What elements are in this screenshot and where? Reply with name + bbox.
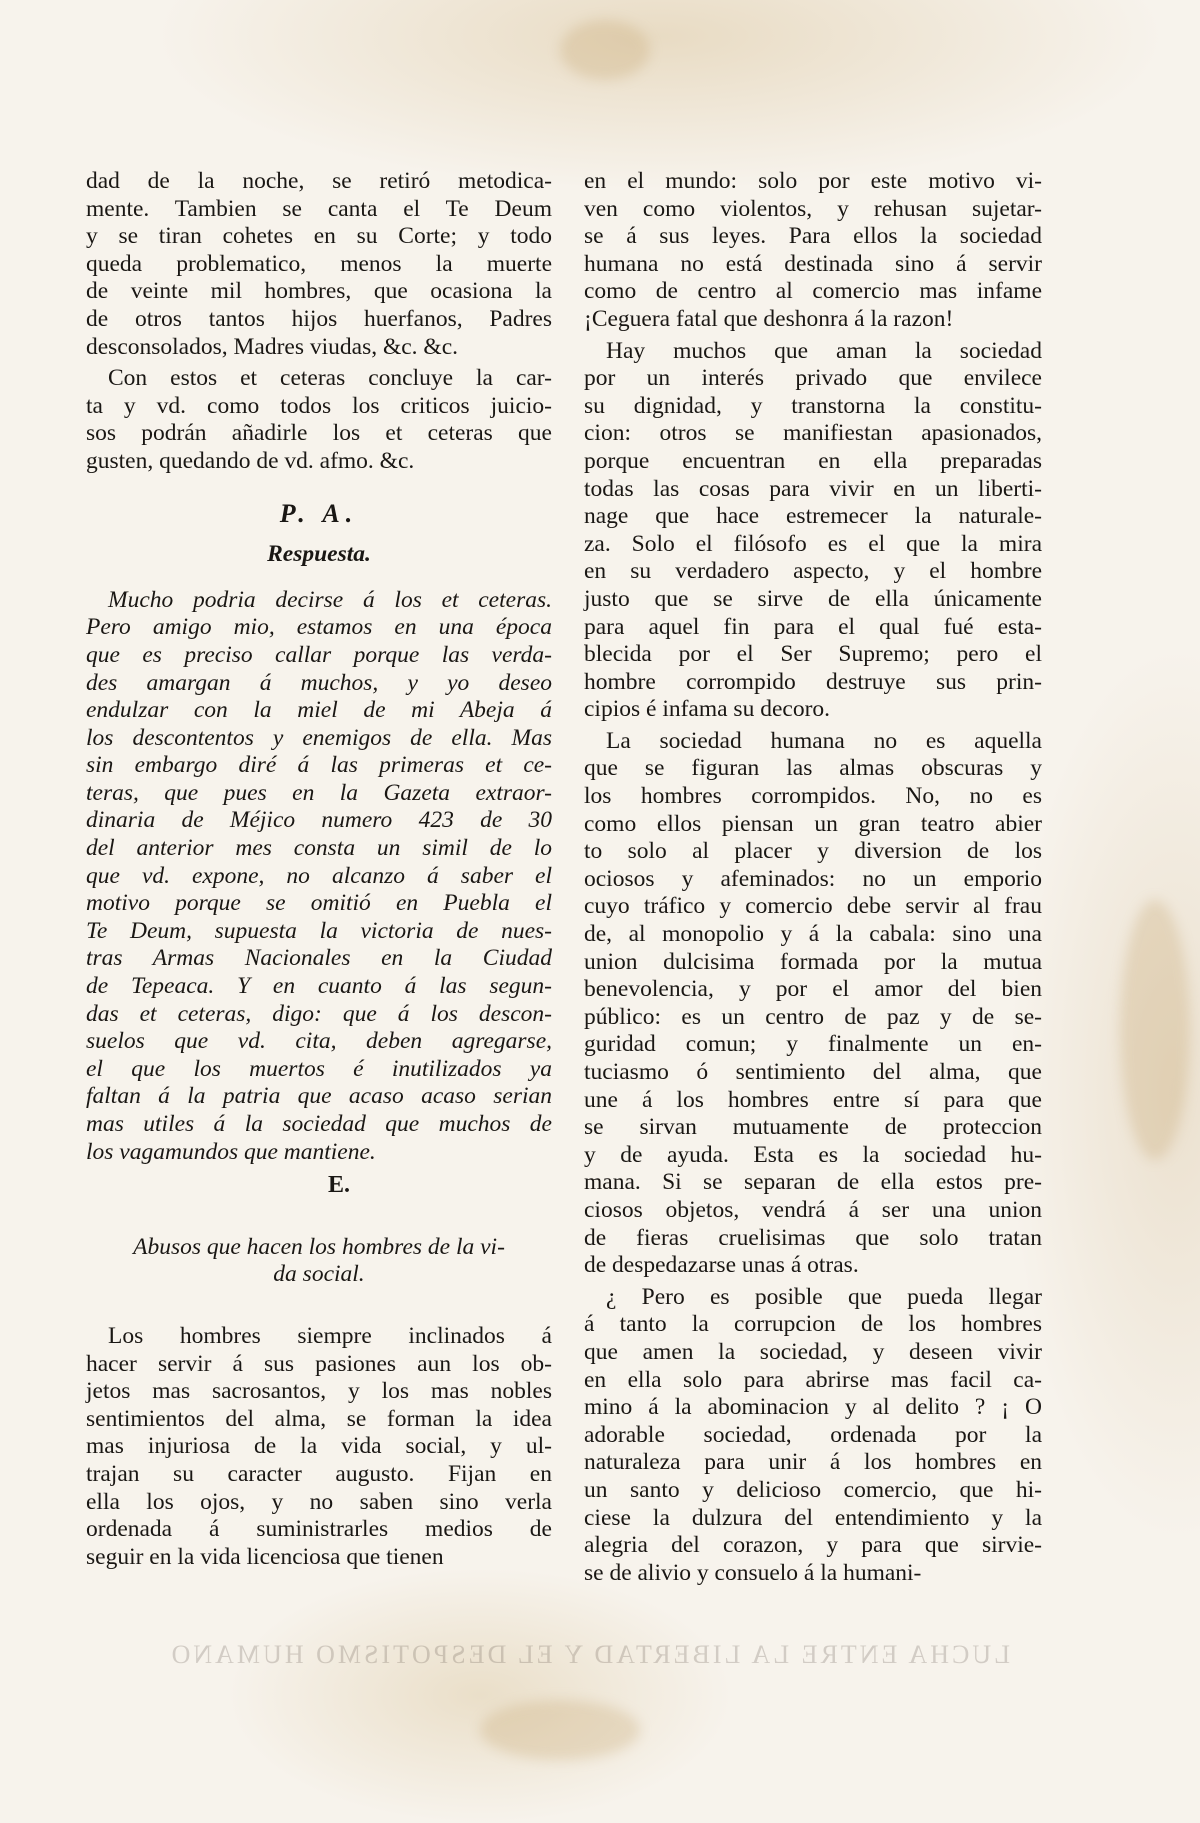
text-line: ven como violentos, y rehusan sujetar- <box>584 195 1042 222</box>
text-line: ordenada á suministrarles medios de <box>86 1516 552 1543</box>
text-line: faltan á la patria que acaso acaso serian <box>86 1083 552 1110</box>
text-line: en el mundo: solo por este motivo vi- <box>584 168 1042 194</box>
text-line: de fieras cruelisimas que solo tratan <box>584 1224 1042 1251</box>
text-line: trajan su caracter augusto. Fijan en <box>86 1460 552 1487</box>
text-line: de despedazarse unas á otras. <box>584 1252 859 1279</box>
text-line: de, al monopolio y á la cabala: sino una <box>584 921 1042 948</box>
text-line: ociosos y afeminados: no un emporio <box>584 865 1042 892</box>
signature-e: E. <box>327 1172 350 1199</box>
text-line: el que los muertos é inutilizados ya <box>86 1055 552 1082</box>
text-line: mas utiles á la sociedad que muchos de <box>86 1111 552 1137</box>
text-line: ta y vd. como todos los criticos juicio- <box>86 392 552 419</box>
section-title-respuesta: Respuesta. <box>267 541 371 568</box>
text-line: mas injuriosa de la vida social, y ul- <box>86 1433 552 1460</box>
text-line: ciosos objetos, vendrá á ser una union <box>584 1196 1042 1223</box>
text-line: guridad comun; y finalmente un en- <box>584 1031 1042 1058</box>
text-line: Abusos que hacen los hombres de la vi- <box>133 1233 505 1260</box>
text-line: sin embargo diré á las primeras et ce- <box>86 752 552 779</box>
text-line: nage que hace estremecer la naturale- <box>584 503 1042 530</box>
text-line: del anterior mes consta un simil de lo <box>86 835 552 862</box>
text-line: teras, que pues en la Gazeta extraor- <box>86 779 552 806</box>
text-line: endulzar con la miel de mi Abeja á <box>86 697 552 724</box>
paragraph <box>584 1284 1042 1588</box>
paper-stain <box>560 20 650 80</box>
text-line: naturaleza para unir á los hombres en <box>584 1449 1042 1476</box>
text-line: un santo y delicioso comercio, que hi- <box>584 1476 1042 1503</box>
text-line: dinaria de Méjico numero 423 de 30 <box>86 807 552 834</box>
text-line: todas las cosas para vivir en un liberti- <box>584 475 1042 502</box>
text-line: sentimientos del alma, se forman la idea <box>86 1405 552 1432</box>
paragraph <box>86 168 552 361</box>
text-line: das et ceteras, digo: que á los descon- <box>86 1000 552 1027</box>
text-line: benevolencia, y por el amor del bien <box>584 976 1042 1003</box>
text-line: mana. Si se separan de ella estos pre- <box>584 1169 1042 1196</box>
text-line: Hay muchos que aman la sociedad <box>606 337 1042 364</box>
text-line: y de ayuda. Esta es la sociedad hu- <box>584 1141 1042 1168</box>
text-line: za. Solo el filósofo es el que la mira <box>584 530 1042 557</box>
text-line: en su verdadero aspecto, y el hombre <box>584 558 1042 585</box>
text-line: y se tiran cohetes en su Corte; y todo <box>86 223 552 250</box>
text-line: ella los ojos, y no saben sino verla <box>86 1488 552 1515</box>
paragraph <box>584 338 1042 724</box>
text-line: cion: otros se manifiestan apasionados, <box>584 420 1042 447</box>
text-line: ciese la dulzura del entendimiento y la <box>584 1504 1042 1531</box>
paper-stain <box>1120 900 1190 1160</box>
text-line: que amen la sociedad, y deseen vivir <box>584 1338 1042 1365</box>
text-line: cuyo tráfico y comercio debe servir al frau <box>584 893 1042 920</box>
text-line: jetos mas sacrosantos, y los mas nobles <box>86 1378 552 1405</box>
text-line: de Tepeaca. Y en cuanto á las segun- <box>86 973 552 1000</box>
text-line: ¿ Pero es posible que pueda llegar <box>606 1283 1042 1310</box>
text-line: ¡Ceguera fatal que deshonra á la razon! <box>584 305 954 332</box>
signature-pa: P. A. <box>279 498 359 528</box>
text-line: de otros tantos hijos huerfanos, Padres <box>86 305 552 332</box>
paragraph <box>86 365 552 475</box>
section-title-abusos <box>86 1234 552 1289</box>
text-line: humana no está destinada sino á servir <box>584 250 1042 277</box>
text-line: se sirvan mutuamente de proteccion <box>584 1114 1042 1141</box>
text-line: se á sus leyes. Para ellos la sociedad <box>584 223 1042 250</box>
paragraph-respuesta <box>86 587 552 1166</box>
text-line: justo que se sirve de ella únicamente <box>584 585 1042 612</box>
text-line: La sociedad humana no es aquella <box>606 727 1042 754</box>
text-line: cipios é infama su decoro. <box>584 696 831 723</box>
text-line: sos podrán añadirle los et ceteras que <box>86 420 552 447</box>
text-line: como de centro al comercio mas infame <box>584 278 1042 305</box>
text-line: hacer servir á sus pasiones aun los ob- <box>86 1350 552 1377</box>
text-line: desconsolados, Madres viudas, &c. &c. <box>86 333 459 360</box>
text-line: los hombres corrompidos. No, no es <box>584 783 1042 810</box>
text-line: alegria del corazon, y para que sirvie- <box>584 1532 1042 1559</box>
text-line: da social. <box>273 1261 365 1288</box>
text-line: de veinte mil hombres, que ocasiona la <box>86 278 552 305</box>
text-line: su dignidad, y transtorna la constitu- <box>584 392 1042 419</box>
text-line: los descontentos y enemigos de ella. Mas <box>86 724 552 751</box>
paragraph <box>584 728 1042 1280</box>
text-line: gusten, quedando de vd. afmo. &c. <box>86 447 415 474</box>
text-line: por un interés privado que envilece <box>584 365 1042 392</box>
text-line: que es preciso callar porque las verda- <box>86 641 552 668</box>
text-line: Te Deum, supuesta la victoria de nues- <box>86 917 552 944</box>
text-line: que vd. expone, no alcanzo á saber el <box>86 862 552 889</box>
text-line: tuciasmo ó sentimiento del alma, que <box>584 1059 1042 1085</box>
text-line: suelos que vd. cita, deben agregarse, <box>86 1028 552 1055</box>
text-line: Pero amigo mio, estamos en una época <box>86 614 552 641</box>
text-line: se de alivio y consuelo á la humani- <box>584 1559 922 1586</box>
text-line: une á los hombres entre sí para que <box>584 1086 1042 1113</box>
text-line: des amargan á muchos, y yo deseo <box>86 669 552 696</box>
text-line: hombre corrompido destruye sus prin- <box>584 668 1042 695</box>
text-line: motivo porque se omitió en Puebla el <box>86 890 552 917</box>
text-line: dad de la noche, se retiró metodica- <box>86 168 552 194</box>
left-column <box>86 168 552 1571</box>
text-line: Con estos et ceteras concluye la car- <box>108 365 552 392</box>
text-line: que se figuran las almas obscuras y <box>584 755 1042 782</box>
bleed-through-text: LUCHA ENTRE LA LIBERTAD Y EL DESPOTISMO HUMANO <box>168 1640 1010 1669</box>
text-line: como ellos piensan un gran teatro abier <box>584 810 1042 837</box>
paragraph <box>86 1323 552 1571</box>
text-line: mino á la abominacion y al delito ? ¡ O <box>584 1394 1042 1421</box>
text-line: en ella solo para abrirse mas facil ca- <box>584 1366 1042 1393</box>
text-line: union dulcisima formada por la mutua <box>584 948 1042 975</box>
text-line: Los hombres siempre inclinados á <box>108 1322 552 1349</box>
text-line: mente. Tambien se canta el Te Deum <box>86 195 552 222</box>
text-line: queda problematico, menos la muerte <box>86 250 552 277</box>
text-line: para aquel fin para el qual fué esta- <box>584 613 1042 640</box>
paragraph <box>584 168 1042 334</box>
text-line: porque encuentran en ella preparadas <box>584 447 1042 474</box>
text-line: los vagamundos que mantiene. <box>86 1138 376 1165</box>
text-line: tras Armas Nacionales en la Ciudad <box>86 945 552 972</box>
text-line: to solo al placer y diversion de los <box>584 838 1042 865</box>
text-line: blecida por el Ser Supremo; pero el <box>584 641 1042 668</box>
right-column <box>584 168 1042 1587</box>
paper-stain <box>480 1700 640 1760</box>
text-line: público: es un centro de paz y de se- <box>584 1003 1042 1030</box>
text-line: á tanto la corrupcion de los hombres <box>584 1311 1042 1338</box>
text-line: seguir en la vida licenciosa que tienen <box>86 1543 444 1570</box>
text-line: Mucho podria decirse á los et ceteras. <box>108 586 552 613</box>
text-line: adorable sociedad, ordenada por la <box>584 1421 1042 1448</box>
